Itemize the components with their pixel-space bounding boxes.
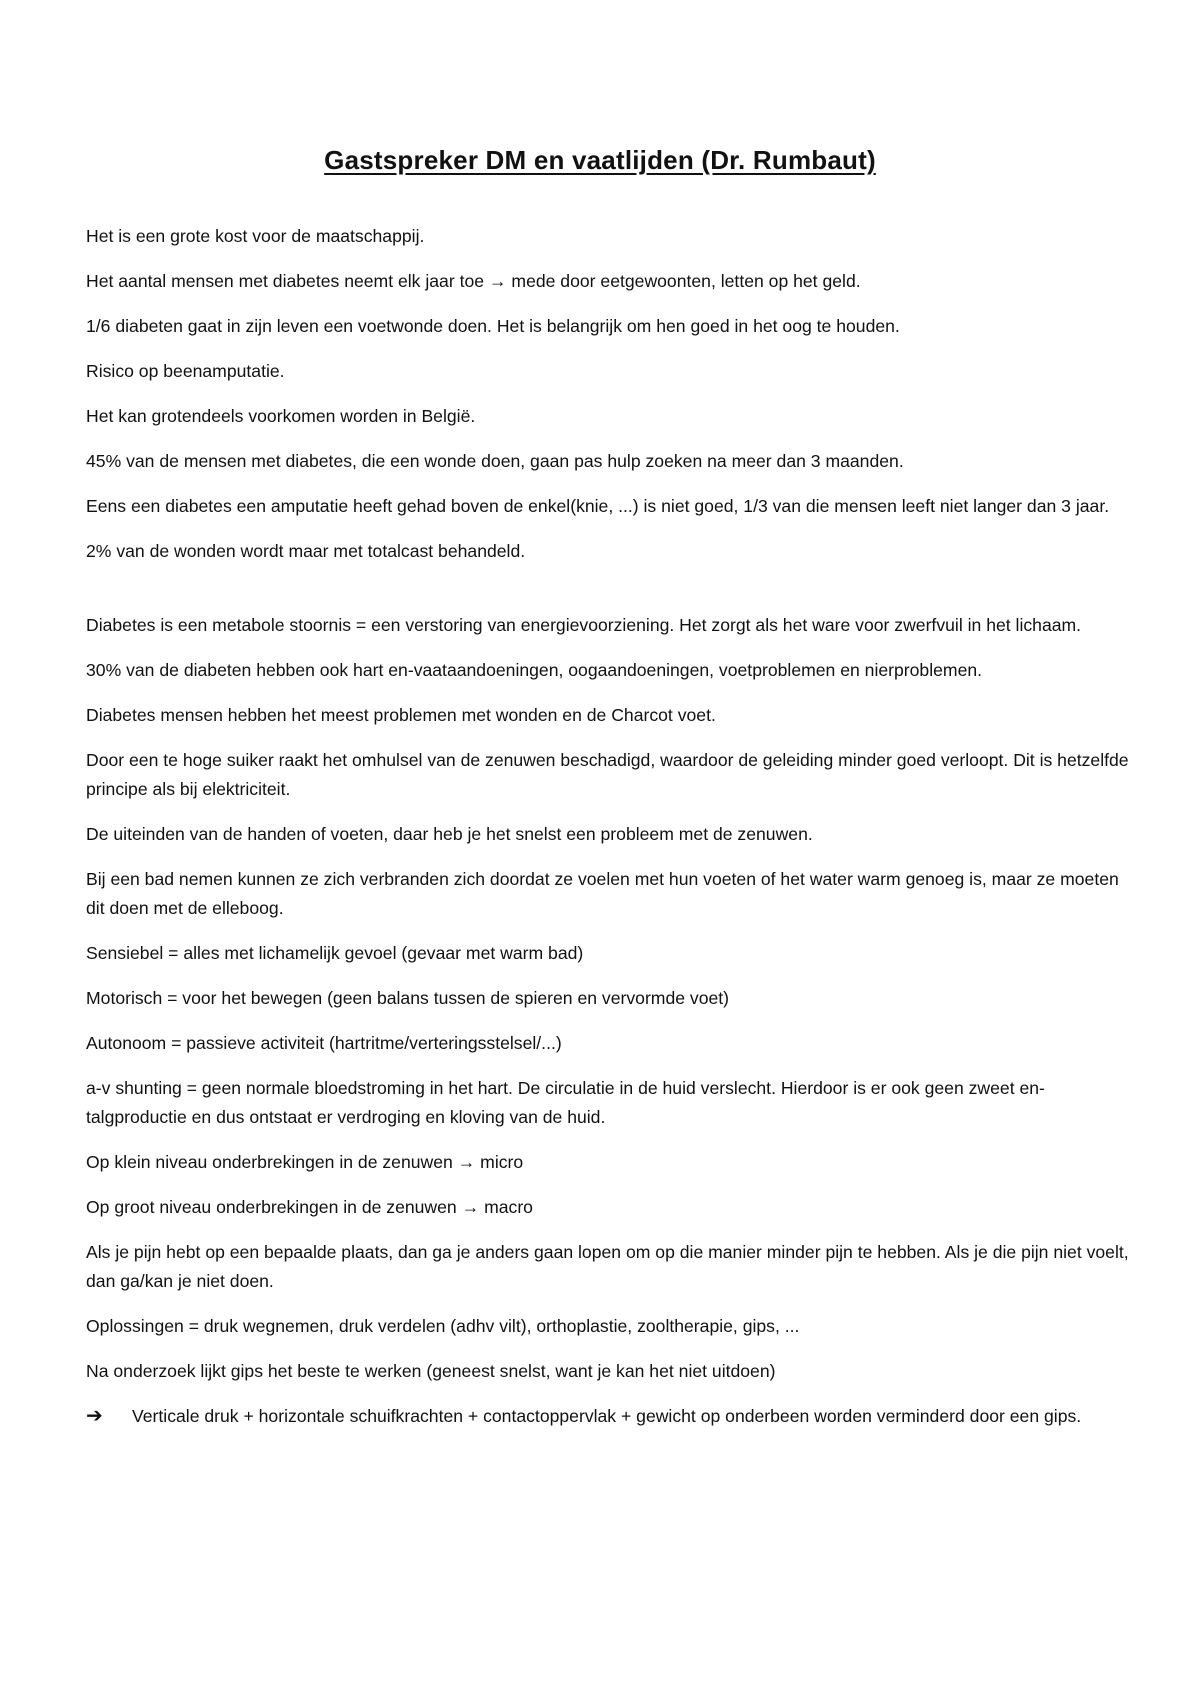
arrow-bullet-item: [86, 1402, 1136, 1431]
paragraph: Bij een bad nemen kunnen ze zich verbranden zich doordat ze voelen met hun voeten of het water warm genoeg is, maar ze moeten dit doen met de elleboog.: [86, 869, 1119, 918]
paragraph: Risico op beenamputatie.: [86, 361, 285, 381]
paragraph: Op klein niveau onderbrekingen in de zenuwen → micro: [86, 1152, 524, 1172]
arrow-right-icon: ➔: [86, 1405, 103, 1427]
paragraph: Als je pijn hebt op een bepaalde plaats, dan ga je anders gaan lopen om op die manier minder pijn te hebben. Als je die pijn niet voelt, dan ga/kan je niet doen.: [86, 1242, 1129, 1291]
bullet-text: Verticale druk + horizontale schuifkrachten + contactoppervlak + gewicht op onderbeen worden verminderd door een gips.: [132, 1406, 1082, 1426]
paragraph: Diabetes mensen hebben het meest problemen met wonden en de Charcot voet.: [86, 705, 716, 725]
paragraph: De uiteinden van de handen of voeten, daar heb je het snelst een probleem met de zenuwen.: [86, 824, 813, 844]
paragraph: Door een te hoge suiker raakt het omhulsel van de zenuwen beschadigd, waardoor de geleiding minder goed verloopt. Dit is hetzelfde principe als bij elektriciteit.: [86, 750, 1129, 799]
paragraph: Het kan grotendeels voorkomen worden in België.: [86, 406, 476, 426]
paragraph: Eens een diabetes een amputatie heeft gehad boven de enkel(knie, ...) is niet goed, 1/3 van die mensen leeft niet langer dan 3 jaar.: [86, 496, 1110, 516]
paragraph: 2% van de wonden wordt maar met totalcast behandeld.: [86, 541, 526, 561]
paragraph: Oplossingen = druk wegnemen, druk verdelen (adhv vilt), orthoplastie, zooltherapie, gips, ...: [86, 1316, 800, 1336]
paragraph: 1/6 diabeten gaat in zijn leven een voetwonde doen. Het is belangrijk om hen goed in het oog te houden.: [86, 316, 900, 336]
paragraph: 30% van de diabeten hebben ook hart en-vaataandoeningen, oogaandoeningen, voetproblemen en nierproblemen.: [86, 660, 983, 680]
paragraph: a-v shunting = geen normale bloedstroming in het hart. De circulatie in de huid verslecht. Hierdoor is er ook geen zweet en-talgproductie en dus ontstaat er verdroging en kloving van de huid.: [86, 1078, 1045, 1127]
paragraph: Diabetes is een metabole stoornis = een verstoring van energievoorziening. Het zorgt als het ware voor zwerfvuil in het lichaam.: [86, 615, 1082, 635]
paragraph: Na onderzoek lijkt gips het beste te werken (geneest snelst, want je kan het niet uitdoen): [86, 1361, 776, 1381]
page-title: Gastspreker DM en vaatlijden (Dr. Rumbaut): [324, 145, 876, 175]
paragraph: Sensiebel = alles met lichamelijk gevoel (gevaar met warm bad): [86, 943, 584, 963]
paragraph: Op groot niveau onderbrekingen in de zenuwen → macro: [86, 1197, 533, 1217]
paragraph: Motorisch = voor het bewegen (geen balans tussen de spieren en vervormde voet): [86, 988, 730, 1008]
paragraph: Het aantal mensen met diabetes neemt elk jaar toe → mede door eetgewoonten, letten op het geld.: [86, 271, 861, 291]
paragraph: 45% van de mensen met diabetes, die een wonde doen, gaan pas hulp zoeken na meer dan 3 maanden.: [86, 451, 904, 471]
paragraph: Het is een grote kost voor de maatschappij.: [86, 226, 425, 246]
document-body: [86, 222, 1136, 1431]
paragraph: Autonoom = passieve activiteit (hartritme/verteringsstelsel/...): [86, 1033, 562, 1053]
